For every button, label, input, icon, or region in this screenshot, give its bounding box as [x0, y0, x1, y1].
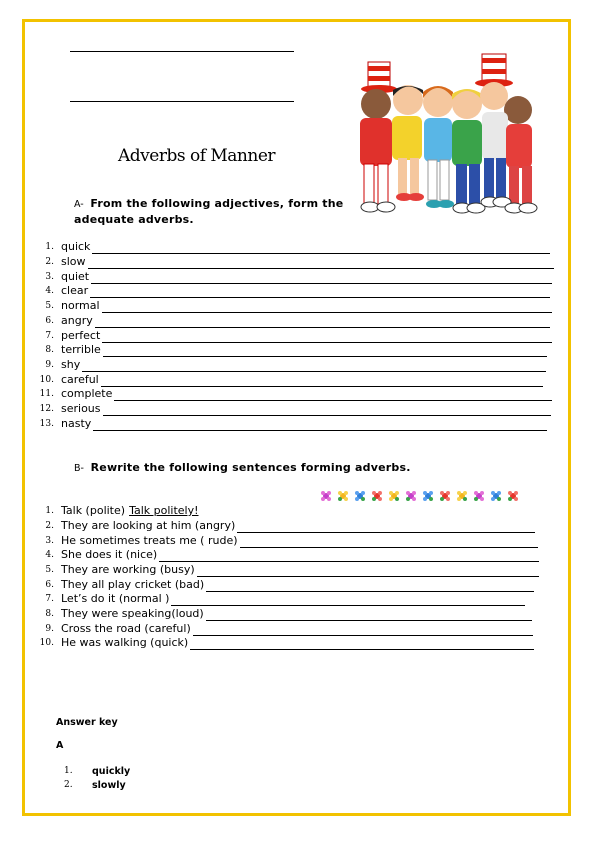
list-item	[0, 622, 595, 637]
answer-line[interactable]	[159, 550, 539, 562]
item-sentence: Cross the road (careful)	[61, 622, 191, 635]
item-number: 10.	[39, 375, 54, 385]
list-item	[0, 636, 595, 651]
list-item	[0, 548, 595, 563]
list-item	[0, 270, 595, 285]
answer-line[interactable]	[102, 331, 552, 343]
answer-number: 2.	[64, 780, 73, 790]
answer-word: quickly	[92, 766, 131, 777]
item-word: complete	[61, 387, 113, 400]
item-number: 4.	[45, 550, 54, 560]
item-word: slow	[61, 255, 86, 268]
item-number: 11.	[39, 389, 54, 399]
answer-line[interactable]	[193, 624, 533, 636]
item-number: 8.	[45, 609, 54, 619]
item-number: 6.	[45, 316, 54, 326]
list-item	[0, 358, 595, 373]
answer-line[interactable]	[91, 272, 552, 284]
list-item	[0, 402, 595, 417]
item-number: 1.	[45, 242, 54, 252]
item-number: 12.	[39, 404, 54, 414]
answer-key-heading: Answer key	[56, 717, 118, 728]
item-word: normal	[61, 299, 100, 312]
item-sentence: Talk (polite)	[61, 504, 126, 517]
answer-line[interactable]	[114, 389, 552, 401]
item-word: angry	[61, 314, 93, 327]
answer-line[interactable]	[95, 316, 550, 328]
item-word: perfect	[61, 329, 101, 342]
item-word: nasty	[61, 417, 92, 430]
answer-word: slowly	[92, 780, 126, 791]
item-number: 8.	[45, 345, 54, 355]
item-number: 7.	[45, 331, 54, 341]
item-number: 10.	[39, 638, 54, 648]
list-item	[0, 314, 595, 329]
item-word: careful	[61, 373, 99, 386]
answer-line[interactable]	[190, 638, 534, 650]
answer-line[interactable]	[82, 360, 546, 372]
section-a-instruction: From the following adjectives, form the adequate adverbs.	[74, 197, 344, 226]
item-number: 9.	[45, 624, 54, 634]
answer-line[interactable]	[93, 419, 547, 431]
answer-line[interactable]	[171, 594, 525, 606]
answer-line[interactable]	[102, 301, 552, 313]
section-b-letter: B-	[74, 463, 84, 474]
item-sentence: Let’s do it (normal )	[61, 592, 170, 605]
list-item	[0, 417, 595, 432]
answer-line[interactable]	[206, 580, 534, 592]
item-number: 9.	[45, 360, 54, 370]
item-word: shy	[61, 358, 81, 371]
children-group-illustration	[346, 52, 544, 220]
answer-line[interactable]	[103, 345, 547, 357]
list-item	[0, 284, 595, 299]
section-a-heading	[74, 196, 344, 227]
item-number: 5.	[45, 301, 54, 311]
list-item	[0, 373, 595, 388]
section-b-heading	[74, 460, 494, 476]
item-number: 6.	[45, 580, 54, 590]
list-item	[0, 592, 595, 607]
item-word: clear	[61, 284, 89, 297]
answer-line[interactable]	[90, 286, 550, 298]
item-word: quick	[61, 240, 91, 253]
answer-line[interactable]	[240, 536, 538, 548]
list-item	[0, 504, 595, 519]
example-answer: Talk politely!	[129, 504, 199, 517]
item-number: 13.	[39, 419, 54, 429]
item-number: 2.	[45, 521, 54, 531]
list-item	[0, 607, 595, 622]
answer-line[interactable]	[197, 565, 539, 577]
item-word: quiet	[61, 270, 90, 283]
answer-line[interactable]	[92, 242, 550, 254]
worksheet-title: Adverbs of Manner	[118, 146, 276, 166]
list-item	[0, 534, 595, 549]
item-word: serious	[61, 402, 101, 415]
answer-line[interactable]	[101, 375, 543, 387]
list-item	[0, 519, 595, 534]
list-item	[0, 387, 595, 402]
list-item	[0, 255, 595, 270]
list-item	[0, 240, 595, 255]
item-number: 7.	[45, 594, 54, 604]
list-item	[0, 329, 595, 344]
list-item	[0, 578, 595, 593]
name-line[interactable]	[70, 51, 294, 52]
answer-key-section-label: A	[56, 740, 64, 751]
date-line[interactable]	[70, 101, 294, 102]
answer-line[interactable]	[206, 609, 532, 621]
item-number: 1.	[45, 506, 54, 516]
item-word: terrible	[61, 343, 101, 356]
item-sentence: They are looking at him (angry)	[61, 519, 236, 532]
item-sentence: They are working (busy)	[61, 563, 195, 576]
section-a-letter: A-	[74, 199, 84, 210]
item-sentence: She does it (nice)	[61, 548, 158, 561]
item-sentence: They were speaking(loud)	[61, 607, 204, 620]
item-number: 3.	[45, 536, 54, 546]
answer-line[interactable]	[237, 521, 535, 533]
item-number: 4.	[45, 286, 54, 296]
section-b-instruction: Rewrite the following sentences forming adverbs.	[90, 461, 411, 474]
item-number: 5.	[45, 565, 54, 575]
list-item	[0, 563, 595, 578]
item-number: 2.	[45, 257, 54, 267]
list-item	[0, 299, 595, 314]
answer-number: 1.	[64, 766, 73, 776]
answer-line[interactable]	[103, 404, 551, 416]
flower-row-decoration	[318, 488, 522, 504]
answer-line[interactable]	[88, 257, 554, 269]
list-item	[0, 343, 595, 358]
item-sentence: He was walking (quick)	[61, 636, 189, 649]
item-number: 3.	[45, 272, 54, 282]
item-sentence: He sometimes treats me ( rude)	[61, 534, 238, 547]
item-sentence: They all play cricket (bad)	[61, 578, 205, 591]
